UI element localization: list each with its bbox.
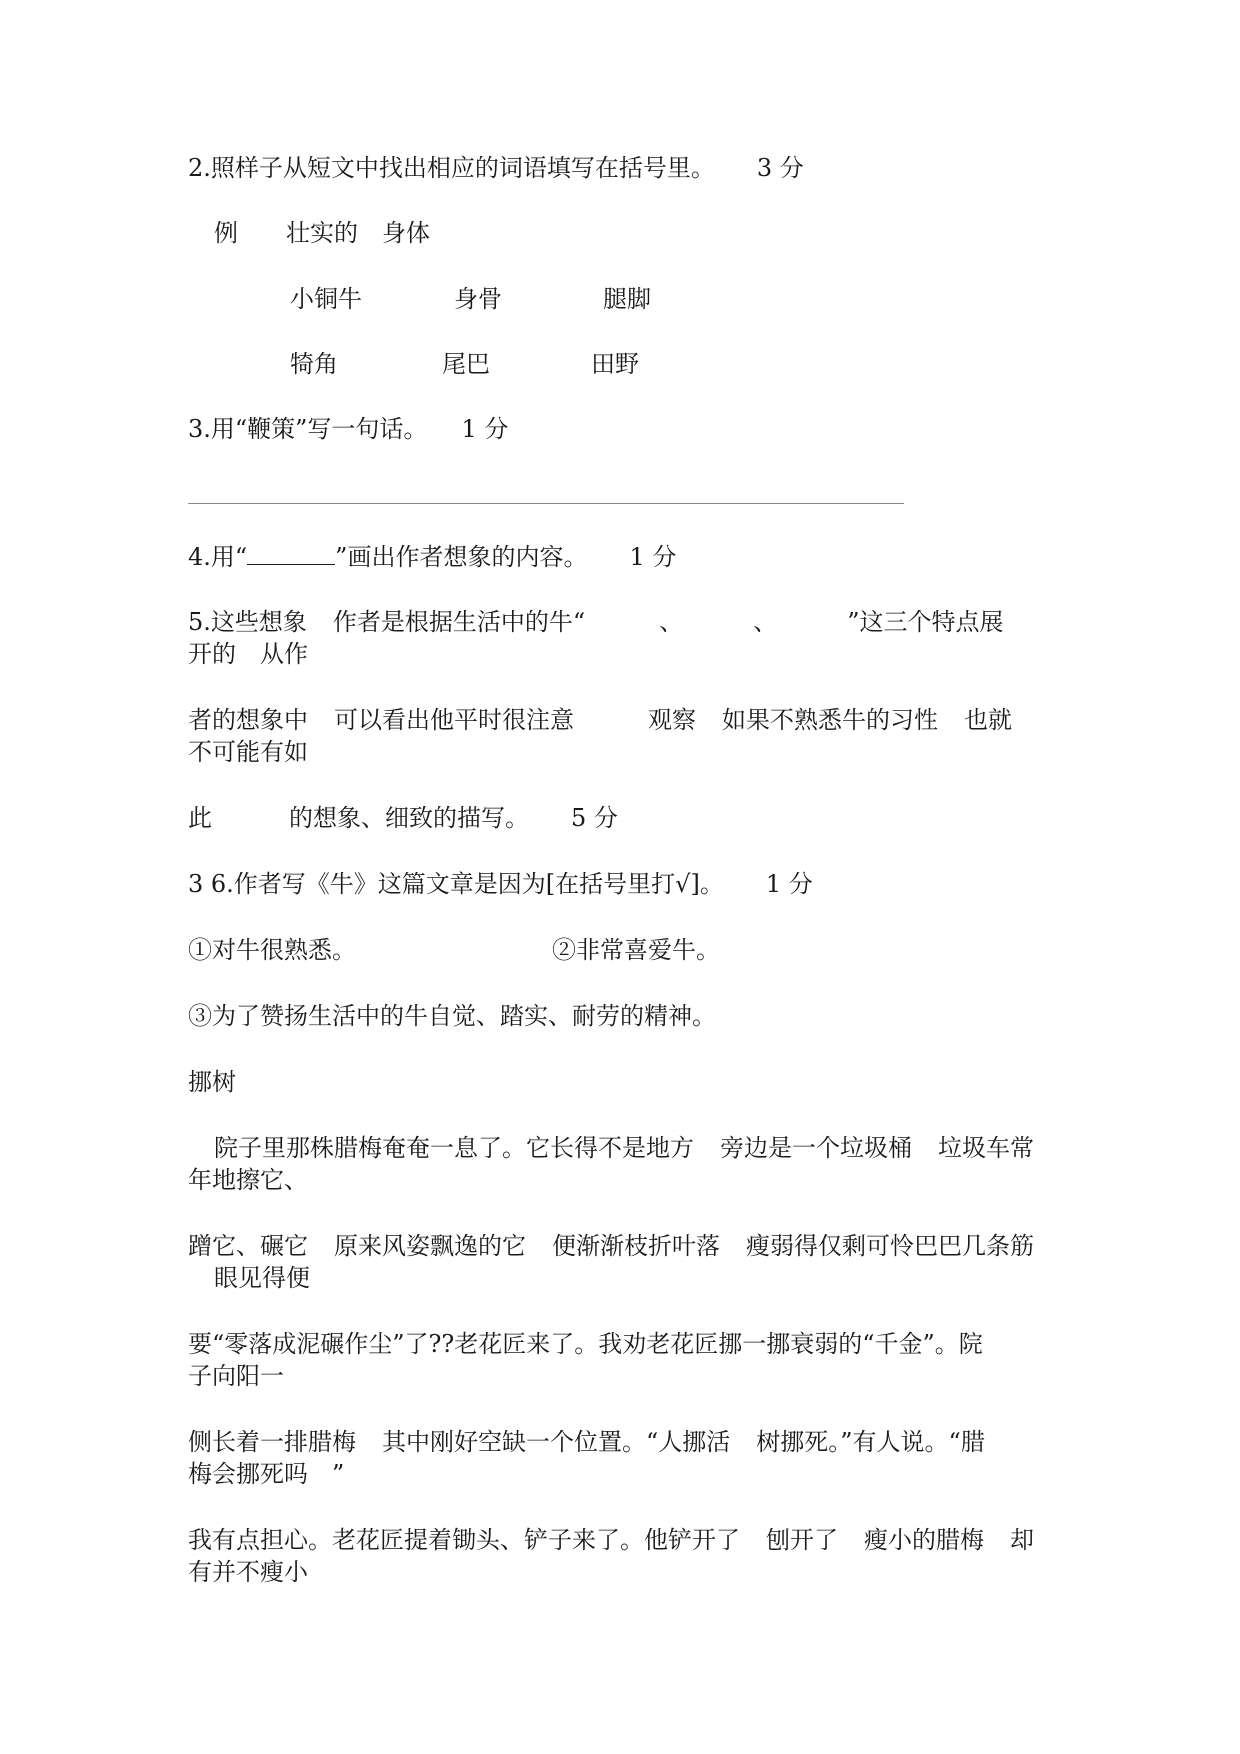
q2-title-line bbox=[188, 152, 804, 184]
q5-text: 作者是根据生活中的牛“ bbox=[332, 608, 586, 636]
q5-text: 也就 bbox=[964, 706, 1012, 734]
passage-line bbox=[188, 1458, 344, 1490]
q5-score: 5 分 bbox=[571, 804, 618, 832]
q4-line bbox=[188, 541, 676, 573]
passage-text: 侧长着一排腊梅 bbox=[188, 1428, 356, 1456]
q3-score: 1 分 bbox=[461, 415, 509, 443]
q3-line bbox=[188, 413, 508, 445]
passage-text: 刨开了 bbox=[766, 1526, 838, 1554]
passage-text: 年地擦它、 bbox=[188, 1166, 308, 1194]
q4-score: 1 分 bbox=[629, 543, 677, 571]
q5-text: 者的想象中 bbox=[188, 706, 308, 734]
passage-text: 蹭它、碾它 bbox=[188, 1232, 308, 1260]
passage-text: 院子里那株腊梅奄奄一息了。它长得不是地方 bbox=[214, 1134, 694, 1162]
passage-line bbox=[214, 1262, 310, 1294]
q2-example-line bbox=[214, 217, 430, 249]
example-adjective: 壮实的 bbox=[286, 219, 358, 247]
word-item: 身骨 bbox=[454, 285, 502, 313]
q6-option-3-line bbox=[188, 1000, 716, 1032]
q5-text: 可以看出他平时很注意 bbox=[334, 706, 574, 734]
q5-line-2 bbox=[188, 638, 308, 670]
example-label: 例 bbox=[214, 219, 238, 247]
passage-line bbox=[188, 1230, 1034, 1262]
passage-text: 有并不瘦小 bbox=[188, 1558, 308, 1586]
passage-text: 瘦小的腊梅 bbox=[864, 1526, 984, 1554]
word-item: 小铜牛 bbox=[290, 285, 362, 313]
passage-text: 却 bbox=[1010, 1526, 1034, 1554]
example-noun: 身体 bbox=[382, 219, 430, 247]
option-2[interactable]: ②非常喜爱牛。 bbox=[552, 936, 720, 964]
word-item: 田野 bbox=[591, 350, 639, 378]
passage-text: 眼见得便 bbox=[214, 1264, 310, 1292]
passage-line bbox=[188, 1524, 1034, 1556]
passage-line bbox=[214, 1132, 1034, 1164]
passage-text: 梅会挪死吗 ” bbox=[188, 1460, 345, 1488]
q5-line-4 bbox=[188, 736, 308, 768]
q6-title-line bbox=[188, 868, 813, 900]
q5-line-1 bbox=[188, 606, 1003, 638]
q5-text: ”这三个特点展 bbox=[847, 608, 1004, 636]
passage-text: 旁边是一个垃圾桶 bbox=[720, 1134, 912, 1162]
word-item: 腿脚 bbox=[603, 285, 651, 313]
passage-text: 其中刚好空缺一个位置。“人挪活 bbox=[382, 1428, 731, 1456]
q2-title: 2.照样子从短文中找出相应的词语填写在括号里。 bbox=[188, 154, 715, 182]
passage-text: 垃圾车常 bbox=[938, 1134, 1034, 1162]
q5-text: 观察 bbox=[648, 706, 696, 734]
q5-text: 的想象、细致的描写。 bbox=[289, 804, 529, 832]
q5-text: 开的 从作 bbox=[188, 640, 308, 668]
q5-text: 、 bbox=[659, 608, 684, 636]
answer-line[interactable] bbox=[188, 503, 904, 504]
passage-text: 便渐渐枝折叶落 bbox=[552, 1232, 720, 1260]
passage-line bbox=[188, 1556, 308, 1588]
q5-line-3 bbox=[188, 704, 1012, 736]
q5-text: 如果不熟悉牛的习性 bbox=[722, 706, 938, 734]
passage-text: 原来风姿飘逸的它 bbox=[334, 1232, 526, 1260]
q5-text: 、 bbox=[753, 608, 778, 636]
q4-suffix: ”画出作者想象的内容。 bbox=[335, 543, 588, 571]
q3-title: 3.用“鞭策”写一句话。 bbox=[188, 415, 428, 443]
passage-line bbox=[188, 1328, 983, 1360]
q5-text: 不可能有如 bbox=[188, 738, 308, 766]
passage-text: 要“零落成泥碾作尘”了??老花匠来了。我劝老花匠挪一挪衰弱的“千金”。院 bbox=[188, 1330, 983, 1358]
passage-line bbox=[188, 1164, 308, 1196]
passage-text: 子向阳一 bbox=[188, 1362, 284, 1390]
word-item: 犄角 bbox=[290, 350, 338, 378]
q4-prefix: 4.用“ bbox=[188, 543, 248, 571]
option-1[interactable]: ①对牛很熟悉。 bbox=[188, 936, 356, 964]
underline-sample bbox=[247, 546, 335, 565]
q2-score: 3 分 bbox=[756, 154, 804, 182]
q5-line-5 bbox=[188, 802, 618, 834]
option-3[interactable]: ③为了赞扬生活中的牛自觉、踏实、耐劳的精神。 bbox=[188, 1002, 716, 1030]
q6-title: 3 6.作者写《牛》这篇文章是因为[在括号里打√]。 bbox=[188, 870, 724, 898]
passage-line bbox=[188, 1426, 985, 1458]
passage-title bbox=[188, 1066, 236, 1098]
passage-text: 瘦弱得仅剩可怜巴巴几条筋 bbox=[746, 1232, 1034, 1260]
passage-line bbox=[188, 1360, 284, 1392]
q6-score: 1 分 bbox=[765, 870, 813, 898]
passage-title-text: 挪树 bbox=[188, 1068, 236, 1096]
q5-text: 5.这些想象 bbox=[188, 608, 307, 636]
word-item: 尾巴 bbox=[442, 350, 490, 378]
passage-text: 我有点担心。老花匠提着锄头、铲子来了。他铲开了 bbox=[188, 1526, 740, 1554]
q5-text: 此 bbox=[188, 804, 212, 832]
passage-text: 树挪死。”有人说。“腊 bbox=[756, 1428, 985, 1456]
